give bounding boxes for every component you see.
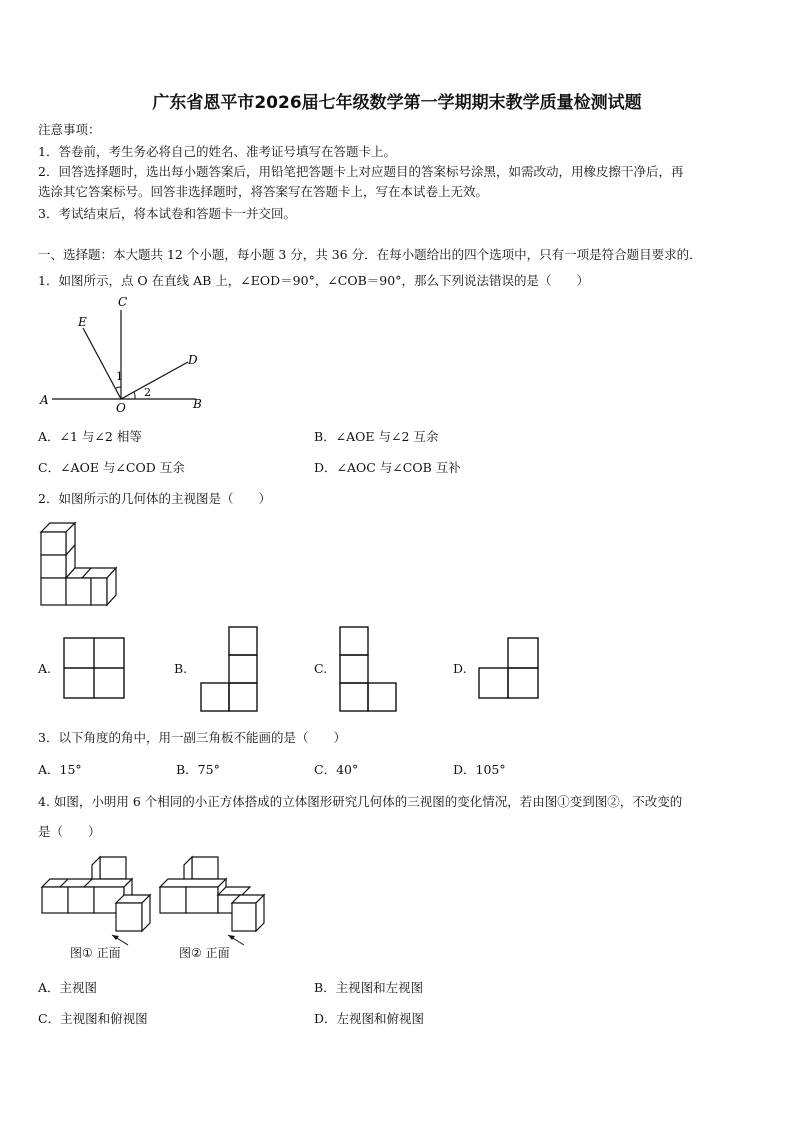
angle-2-label: 2 bbox=[144, 386, 151, 399]
q1-option-b[interactable]: B．∠AOE 与∠2 互余 bbox=[314, 429, 439, 444]
q4-figure-1-caption: 图① 正面 bbox=[70, 946, 121, 960]
q3-option-d[interactable]: D．105° bbox=[453, 762, 506, 777]
q3-option-a[interactable]: A．15° bbox=[38, 762, 82, 777]
section-heading: 一、选择题：本大题共 12 个小题，每小题 3 分，共 36 分．在每小题给出的四个选项中，只有一项是符合题目要求的． bbox=[38, 247, 702, 262]
q2-option-b[interactable]: B. bbox=[174, 661, 188, 676]
q4-option-a[interactable]: A．主视图 bbox=[38, 980, 98, 995]
q2-option-a[interactable]: A. bbox=[38, 661, 52, 676]
q1-option-c[interactable]: C．∠AOE 与∠COD 互余 bbox=[38, 460, 185, 475]
q3-option-c[interactable]: C．40° bbox=[314, 762, 359, 777]
notice-heading: 注意事项： bbox=[38, 122, 101, 137]
question-4-stem: 4. 如图，小明用 6 个相同的小正方体搭成的立体图形研究几何体的三视图的变化情况，若由图①变到图②，不改变的 bbox=[38, 794, 683, 809]
q4-option-c[interactable]: C．主视图和俯视图 bbox=[38, 1011, 148, 1026]
question-3-stem: 3．以下角度的角中，用一副三角板不能画的是（ ） bbox=[38, 730, 346, 745]
label-C: C bbox=[118, 295, 128, 309]
notice-item: 选涂其它答案标号。回答非选择题时，将答案写在答题卡上，写在本试卷上无效。 bbox=[38, 184, 489, 199]
question-2-stem: 2．如图所示的几何体的主视图是（ ） bbox=[38, 491, 271, 506]
question-4-stem-cont: 是（ ） bbox=[38, 824, 101, 839]
q2-option-c[interactable]: C. bbox=[314, 661, 328, 676]
notice-item: 3．考试结束后，将本试卷和答题卡一并交回。 bbox=[38, 206, 296, 221]
q2-option-b-figure[interactable] bbox=[200, 626, 288, 712]
q2-option-d[interactable]: D. bbox=[453, 661, 467, 676]
q2-option-a-figure[interactable] bbox=[63, 637, 125, 699]
q1-angle-figure bbox=[36, 292, 216, 417]
label-O: O bbox=[116, 401, 126, 415]
angle-1-label: 1 bbox=[116, 370, 123, 383]
page-title: 广东省恩平市2026届七年级数学第一学期期末教学质量检测试题 bbox=[152, 93, 642, 113]
q2-option-c-figure[interactable] bbox=[339, 626, 427, 712]
label-A: A bbox=[40, 393, 49, 407]
q4-figure-2 bbox=[158, 855, 268, 951]
q4-option-d[interactable]: D．左视图和俯视图 bbox=[314, 1011, 425, 1026]
q4-figure-1 bbox=[40, 855, 152, 951]
q4-option-b[interactable]: B．主视图和左视图 bbox=[314, 980, 424, 995]
q1-option-d[interactable]: D．∠AOC 与∠COB 互补 bbox=[314, 460, 461, 475]
notice-item: 2．回答选择题时，选出每小题答案后，用铅笔把答题卡上对应题目的答案标号涂黑，如需改动，用橡皮擦干净后，再 bbox=[38, 164, 684, 179]
q2-option-d-figure[interactable] bbox=[478, 637, 540, 699]
q3-option-b[interactable]: B．75° bbox=[176, 762, 220, 777]
q4-figure-2-caption: 图② 正面 bbox=[179, 946, 230, 960]
notice-item: 1．答卷前，考生务必将自己的姓名、准考证号填写在答题卡上。 bbox=[38, 144, 396, 159]
label-B: B bbox=[193, 397, 202, 411]
q1-option-a[interactable]: A．∠1 与∠2 相等 bbox=[38, 429, 142, 444]
label-E: E bbox=[78, 315, 87, 329]
label-D: D bbox=[188, 353, 198, 367]
question-1-stem: 1．如图所示，点 O 在直线 AB 上，∠EOD＝90°，∠COB＝90°，那么下列说法错误的是（ ） bbox=[38, 273, 589, 288]
q2-cube-figure bbox=[38, 520, 120, 608]
